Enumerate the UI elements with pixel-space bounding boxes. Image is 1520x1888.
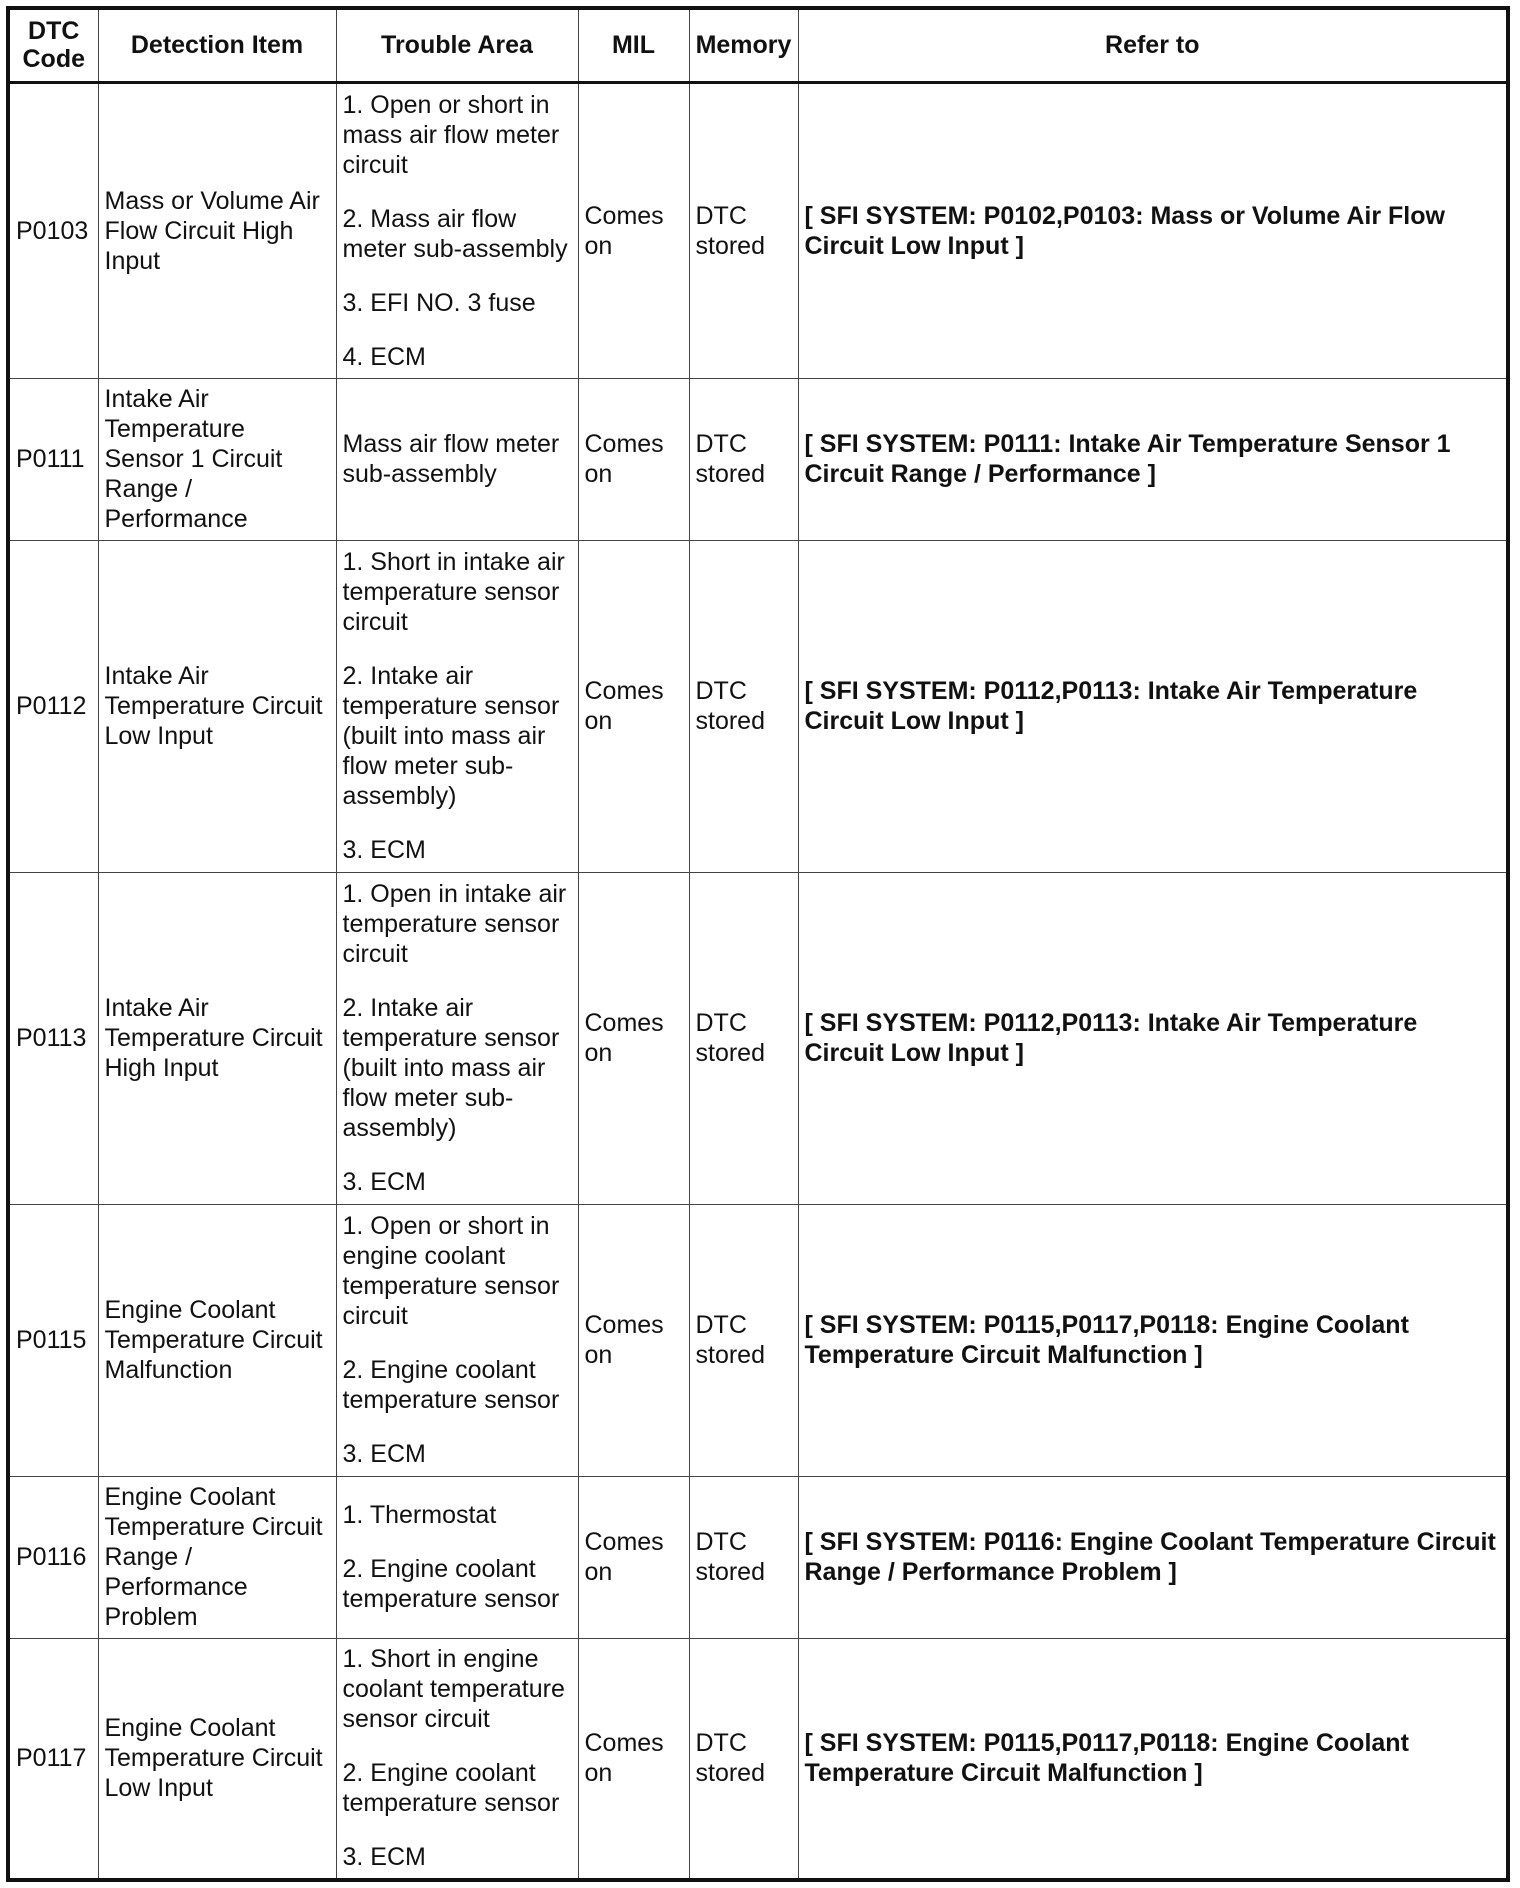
mil-status: Comes on: [578, 82, 689, 378]
trouble-area: 1. Open or short in mass air flow meter circuit 2. Mass air flow meter sub-assembly 3. EFI NO. 3 fuse 4. ECM: [336, 82, 578, 378]
trouble-area: 1. Thermostat 2. Engine coolant temperature sensor: [336, 1476, 578, 1638]
table-row: [8, 1476, 1508, 1638]
memory-status: DTC stored: [689, 378, 798, 540]
refer-to-link[interactable]: [ SFI SYSTEM: P0102,P0103: Mass or Volume Air Flow Circuit Low Input ]: [798, 82, 1508, 378]
dtc-code: P0115: [8, 1204, 98, 1476]
refer-to-link[interactable]: [ SFI SYSTEM: P0111: Intake Air Temperature Sensor 1 Circuit Range / Performance ]: [798, 378, 1508, 540]
mil-status: Comes on: [578, 1638, 689, 1880]
dtc-table: [6, 6, 1510, 1882]
table-row: [8, 1638, 1508, 1880]
refer-to-link[interactable]: [ SFI SYSTEM: P0115,P0117,P0118: Engine Coolant Temperature Circuit Malfunction ]: [798, 1638, 1508, 1880]
memory-status: DTC stored: [689, 1476, 798, 1638]
header-refer-to: Refer to: [798, 8, 1508, 82]
dtc-code: P0111: [8, 378, 98, 540]
header-detection-item: Detection Item: [98, 8, 336, 82]
memory-status: DTC stored: [689, 872, 798, 1204]
detection-item: Engine Coolant Temperature Circuit Malfunction: [98, 1204, 336, 1476]
header-mil: MIL: [578, 8, 689, 82]
trouble-area: Mass air flow meter sub-assembly: [336, 378, 578, 540]
refer-to-link[interactable]: [ SFI SYSTEM: P0112,P0113: Intake Air Temperature Circuit Low Input ]: [798, 540, 1508, 872]
mil-status: Comes on: [578, 378, 689, 540]
header-dtc-code: DTC Code: [8, 8, 98, 82]
memory-status: DTC stored: [689, 540, 798, 872]
dtc-code: P0117: [8, 1638, 98, 1880]
trouble-area: 1. Open or short in engine coolant temperature sensor circuit 2. Engine coolant temperature sensor 3. ECM: [336, 1204, 578, 1476]
dtc-code: P0103: [8, 82, 98, 378]
table-row: [8, 1204, 1508, 1476]
dtc-code: P0116: [8, 1476, 98, 1638]
trouble-area: 1. Open in intake air temperature sensor circuit 2. Intake air temperature sensor (built into mass air flow meter sub-assembly) 3. ECM: [336, 872, 578, 1204]
detection-item: Engine Coolant Temperature Circuit Low Input: [98, 1638, 336, 1880]
mil-status: Comes on: [578, 540, 689, 872]
table-row: [8, 378, 1508, 540]
detection-item: Intake Air Temperature Sensor 1 Circuit Range / Performance: [98, 378, 336, 540]
table-row: [8, 872, 1508, 1204]
table-row: [8, 82, 1508, 378]
trouble-area: 1. Short in engine coolant temperature sensor circuit 2. Engine coolant temperature sensor 3. ECM: [336, 1638, 578, 1880]
header-trouble-area: Trouble Area: [336, 8, 578, 82]
mil-status: Comes on: [578, 1204, 689, 1476]
trouble-area: 1. Short in intake air temperature sensor circuit 2. Intake air temperature sensor (built into mass air flow meter sub-assembly) 3. ECM: [336, 540, 578, 872]
detection-item: Intake Air Temperature Circuit High Input: [98, 872, 336, 1204]
refer-to-link[interactable]: [ SFI SYSTEM: P0112,P0113: Intake Air Temperature Circuit Low Input ]: [798, 872, 1508, 1204]
refer-to-link[interactable]: [ SFI SYSTEM: P0116: Engine Coolant Temperature Circuit Range / Performance Problem ]: [798, 1476, 1508, 1638]
memory-status: DTC stored: [689, 82, 798, 378]
detection-item: Engine Coolant Temperature Circuit Range / Performance Problem: [98, 1476, 336, 1638]
mil-status: Comes on: [578, 872, 689, 1204]
detection-item: Intake Air Temperature Circuit Low Input: [98, 540, 336, 872]
dtc-code: P0112: [8, 540, 98, 872]
header-memory: Memory: [689, 8, 798, 82]
dtc-code: P0113: [8, 872, 98, 1204]
table-row: [8, 540, 1508, 872]
mil-status: Comes on: [578, 1476, 689, 1638]
header-row: [8, 8, 1508, 82]
memory-status: DTC stored: [689, 1638, 798, 1880]
detection-item: Mass or Volume Air Flow Circuit High Input: [98, 82, 336, 378]
refer-to-link[interactable]: [ SFI SYSTEM: P0115,P0117,P0118: Engine Coolant Temperature Circuit Malfunction ]: [798, 1204, 1508, 1476]
memory-status: DTC stored: [689, 1204, 798, 1476]
